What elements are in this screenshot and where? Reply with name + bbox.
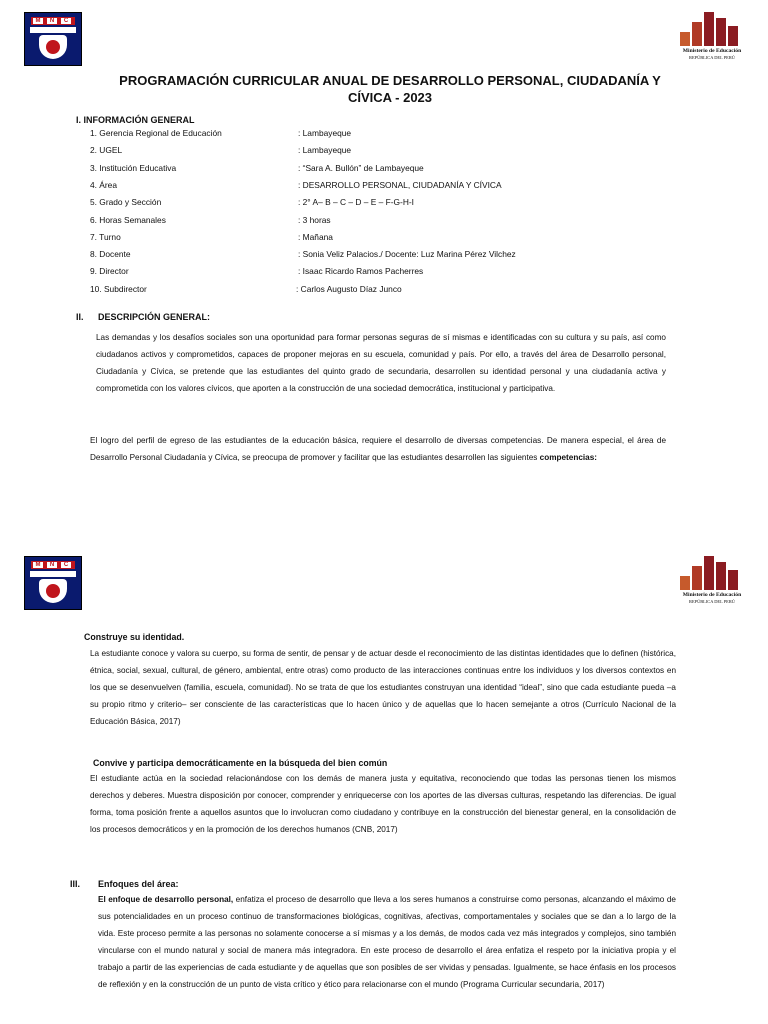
logo-letter: N — [47, 18, 57, 24]
info-value: : 2° A– B – C – D – E – F-G-H-I — [298, 197, 414, 208]
info-value: : Lambayeque — [298, 145, 352, 156]
info-value: : Carlos Augusto Díaz Junco — [296, 283, 402, 294]
competency-2-text: El estudiante actúa en la sociedad relacionándose con los demás de manera justa y equitativa, reconociendo que todas las personas tienen los mismos derechos y deberes. Muestra disposición por conocer, comprender y enriquecerse con los aportes de las diversas culturas, respetando las diferencias. De igual forma, toma posición frente a aquellos asuntos que lo involucran como ciudadano y contribuye en la construcción del bienestar general, en la consolidación de los procesos democráticos y en la promoción de los derechos humanos (CNB, 2017) — [90, 774, 676, 834]
description-paragraph-1: Las demandas y los desafíos sociales son una oportunidad para formar personas seguras de sí mismas e identificadas con su cultura y su país, así como ciudadanos activos y comprometidos, capaces de proponer mejoras en su escuela, comunidad y país. Por ello, a través del área de Desarrollo personal, Ciudadanía y Cívica, se pretende que las estudiantes del quinto grado de secundaria, desarrollen su identidad personal y una ciudadanía activa y comprometida con los valores cívicos, que aporten a la construcción de una sociedad democrática, institucional y participativa. — [96, 333, 666, 393]
competency-2-heading: Convive y participa democráticamente en la búsqueda del bien común — [93, 758, 388, 768]
ministry-subtitle-page2: REPÚBLICA DEL PERÚ — [689, 599, 735, 604]
competency-1-heading: Construye su identidad. — [84, 632, 185, 642]
info-value: : DESARROLLO PERSONAL, CIUDADANÍA Y CÍVICA — [298, 179, 502, 190]
section-1-heading: I. INFORMACIÓN GENERAL — [76, 115, 195, 125]
page-title-line2: CÍVICA - 2023 — [347, 90, 433, 105]
section-2-heading: DESCRIPCIÓN GENERAL: — [98, 312, 211, 322]
school-logo-page2 — [24, 556, 82, 610]
section-3-heading: Enfoques del área: — [98, 879, 179, 889]
info-label: 2. UGEL — [90, 145, 123, 156]
page-title-line1: PROGRAMACIÓN CURRICULAR ANUAL DE DESARROLLO PERSONAL, CIUDADANÍA Y — [119, 73, 661, 88]
description-paragraph-2-text: El logro del perfil de egreso de las estudiantes de la educación básica, requiere el desarrollo de diversas competencias. De manera especial, el área de Desarrollo Personal Ciudadanía y Cívica, se preocupa de promover y facilitar que las estudiantes desarrollen las siguientes — [90, 436, 666, 462]
info-label: 3. Institución Educativa — [90, 162, 177, 173]
info-value: : Mañana — [298, 231, 333, 242]
info-value: : 3 horas — [298, 214, 331, 225]
ministry-name: Ministerio de Educación — [682, 48, 742, 54]
info-label: 4. Área — [90, 179, 118, 190]
school-logo — [24, 12, 82, 66]
description-paragraph-2 — [90, 432, 666, 466]
enfoque-text: enfatiza el proceso de desarrollo que lleva a los seres humanos a construirse como personas, alcanzando el máximo de sus potencialidades en un proceso continuo de transformaciones biológicas, cognitivas, afectivas, comportamentales y sociales que se dan a lo largo de la vida. Este proceso permite a las personas no solamente conocerse a sí mismas y a los demás, de modos cada vez más integrados y complejos, sino también vincularse con el mundo natural y social de manera más integradora. En este proceso de desarrollo el área enfatiza el respeto por la iniciativa propia y el trabajo a partir de las experiencias de cada estudiante y de aquellas que son posibles de ser vividas y pensadas. Igualmente, se hace énfasis en los procesos de reflexión y en la construcción de un punto de vista crítico y ético para relacionarse con el mundo (Programa Curricular secundaria, 2017) — [98, 895, 676, 989]
info-label: 5. Grado y Sección — [90, 197, 162, 208]
ministry-name-page2: Ministerio de Educación — [682, 592, 742, 598]
competency-1-text: La estudiante conoce y valora su cuerpo, su forma de sentir, de pensar y de actuar desde el reconocimiento de las distintas identidades que lo definen (histórica, étnica, social, sexual, cultural, de género, ambiental, entre otras) como producto de las interacciones continuas entre los individuos y los diversos contextos en los que se desenvuelven (familia, escuela, comunidad). No se trata de que los estudiantes construyan una identidad “ideal”, sino que cada estudiante pueda –a su propio ritmo y criterio– ser consciente de las características que lo hacen único y de aquellas que lo hacen semejante a otros (Currículo Nacional de la Educación Básica, 2017) — [90, 649, 676, 726]
info-value: : “Sara A. Bullón” de Lambayeque — [298, 162, 424, 173]
logo-letter: C — [61, 562, 71, 568]
enfoque-label: El enfoque de desarrollo personal, — [98, 895, 234, 904]
info-label: 10. Subdirector — [90, 283, 147, 294]
competencias-label: competencias: — [539, 453, 597, 462]
section-3-number: III. — [70, 879, 81, 889]
info-value: : Lambayeque — [298, 128, 352, 138]
info-label: 6. Horas Semanales — [90, 214, 166, 225]
info-value: : Isaac Ricardo Ramos Pacherres — [298, 266, 424, 277]
logo-letter: M — [33, 562, 43, 568]
ministry-subtitle: REPÚBLICA DEL PERÚ — [689, 55, 735, 60]
section-2-number: II. — [76, 312, 84, 322]
info-label: 9. Director — [90, 266, 129, 277]
info-label: 1. Gerencia Regional de Educación — [90, 128, 222, 138]
ministry-logo — [676, 10, 748, 58]
logo-letter: C — [61, 18, 71, 24]
info-label: 7. Turno — [90, 231, 121, 242]
info-label: 8. Docente — [90, 249, 131, 260]
logo-letter: N — [47, 562, 57, 568]
logo-letter: M — [33, 18, 43, 24]
info-value: : Sonia Veliz Palacios./ Docente: Luz Marina Pérez Vilchez — [298, 249, 516, 260]
ministry-logo-page2 — [676, 554, 748, 602]
enfoque-paragraph — [98, 891, 676, 993]
